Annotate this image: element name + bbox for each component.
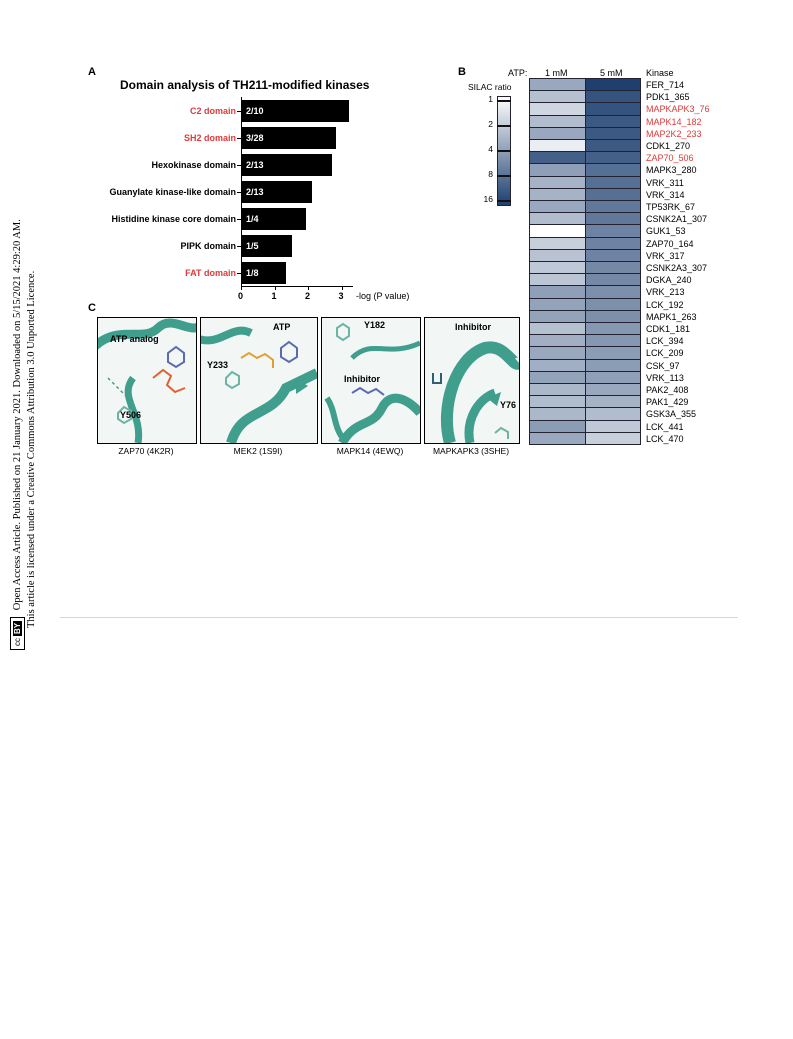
heatmap-cell-5mm-23 — [585, 360, 641, 372]
heatmap-cell-1mm-5 — [530, 140, 585, 152]
heatmap-cell-5mm-9 — [585, 189, 641, 201]
bar-label-4: Histidine kinase core domain — [111, 214, 236, 224]
bar-label-2: Hexokinase domain — [151, 160, 236, 170]
side-line-1: Open Access Article. Published on 21 January 2021. Downloaded on 5/15/2021 4:29:20 AM. — [12, 219, 23, 611]
heatmap-cell-1mm-12 — [530, 225, 585, 237]
heatmap-cell-5mm-11 — [585, 213, 641, 225]
kinase-label-22: LCK_209 — [646, 348, 684, 359]
bar-5: 1/5 — [242, 235, 292, 257]
heatmap-cell-5mm-28 — [585, 421, 641, 433]
kinase-label-13: ZAP70_164 — [646, 238, 694, 249]
heatmap-cell-1mm-15 — [530, 262, 585, 274]
heatmap-cell-5mm-5 — [585, 140, 641, 152]
heatmap-cell-1mm-9 — [530, 189, 585, 201]
heatmap-cell-1mm-18 — [530, 299, 585, 311]
caption-mapkapk3: MAPKAPK3 (3SHE) — [432, 446, 510, 456]
bar-2: 2/13 — [242, 154, 332, 176]
kinase-label-6: ZAP70_506 — [646, 153, 694, 164]
heatmap-cell-1mm-22 — [530, 347, 585, 359]
heatmap-cell-5mm-16 — [585, 274, 641, 286]
heatmap-cell-5mm-22 — [585, 347, 641, 359]
kinase-label-5: CDK1_270 — [646, 141, 691, 151]
heatmap-cell-1mm-11 — [530, 213, 585, 225]
label-atp-analog: ATP analog — [110, 334, 159, 344]
kinase-label-21: LCK_394 — [646, 336, 684, 347]
heatmap-cell-5mm-10 — [585, 201, 641, 213]
heatmap-cell-5mm-14 — [585, 250, 641, 262]
x-tick-label-1: 1 — [271, 291, 277, 301]
x-tick-label-2: 2 — [305, 291, 311, 301]
x-tick-mark-0 — [241, 286, 242, 290]
bar-label-1: SH2 domain — [183, 133, 236, 143]
structure-panel-mek2 — [200, 317, 318, 444]
heatmap-cell-5mm-27 — [585, 408, 641, 420]
legend-tick-mark-4 — [497, 200, 511, 202]
col-1mm: 1 mM — [545, 68, 568, 78]
page-divider — [60, 617, 738, 618]
heatmap-divider — [585, 79, 586, 445]
legend-tick-label-1: 2 — [488, 119, 493, 129]
heatmap-cell-1mm-16 — [530, 274, 585, 286]
heatmap-cell-5mm-25 — [585, 384, 641, 396]
heatmap-cell-1mm-7 — [530, 164, 585, 176]
bar-6: 1/8 — [242, 262, 286, 284]
kinase-label-15: CSNK2A3_307 — [646, 263, 708, 273]
kinase-label-19: MAPK1_263 — [646, 311, 697, 322]
heatmap-cell-1mm-3 — [530, 116, 585, 128]
legend-tick-label-0: 1 — [488, 94, 493, 104]
heatmap-cell-5mm-29 — [585, 433, 641, 445]
legend-tick-mark-1 — [497, 125, 511, 127]
heatmap-cell-5mm-8 — [585, 177, 641, 189]
structure-panel-mapk14 — [321, 317, 421, 444]
heatmap-cell-1mm-17 — [530, 286, 585, 298]
kinase-label-12: GUK1_53 — [646, 226, 686, 237]
legend-tick-mark-0 — [497, 100, 511, 102]
heatmap-cell-5mm-4 — [585, 128, 641, 140]
heatmap-cell-1mm-23 — [530, 360, 585, 372]
kinase-label-8: VRK_311 — [646, 177, 684, 188]
heatmap-cell-1mm-29 — [530, 433, 585, 445]
kinase-label-0: FER_714 — [646, 80, 685, 90]
heatmap-cell-5mm-1 — [585, 91, 641, 103]
heatmap-cell-5mm-20 — [585, 323, 641, 335]
panel-a-letter: A — [88, 66, 96, 78]
heatmap-cell-1mm-24 — [530, 372, 585, 384]
caption-zap70: ZAP70 (4K2R) — [118, 446, 174, 456]
heatmap-cell-5mm-7 — [585, 164, 641, 176]
heatmap-cell-1mm-26 — [530, 396, 585, 408]
structure-panel-zap70 — [97, 317, 197, 444]
label-y182: Y182 — [364, 320, 386, 330]
legend-tick-mark-2 — [497, 150, 511, 152]
heatmap-cell-1mm-1 — [530, 91, 585, 103]
domain-bar-chart — [0, 0, 400, 310]
heatmap-cell-5mm-26 — [585, 396, 641, 408]
atp-header: ATP: — [508, 68, 528, 78]
heatmap-cell-1mm-25 — [530, 384, 585, 396]
bar-0: 2/10 — [242, 100, 349, 122]
legend-tick-label-3: 8 — [488, 169, 493, 179]
heatmap-cell-5mm-15 — [585, 262, 641, 274]
legend-tick-label-4: 16 — [483, 194, 493, 204]
heatmap-cell-1mm-20 — [530, 323, 585, 335]
kinase-label-26: PAK1_429 — [646, 397, 689, 408]
kinase-label-23: CSK_97 — [646, 360, 680, 371]
panel-a-title: Domain analysis of TH211-modified kinases — [120, 78, 370, 92]
kinase-label-10: TP53RK_67 — [646, 202, 696, 212]
bar-1: 3/28 — [242, 127, 336, 149]
bar-3: 2/13 — [242, 181, 312, 203]
kinase-label-24: VRK_113 — [646, 372, 684, 383]
heatmap-cell-5mm-12 — [585, 225, 641, 237]
caption-mek2: MEK2 (1S9I) — [233, 446, 283, 456]
heatmap-cell-1mm-2 — [530, 103, 585, 115]
kinase-label-11: CSNK2A1_307 — [646, 214, 708, 225]
kinase-label-17: VRK_213 — [646, 287, 685, 298]
kinase-label-28: LCK_441 — [646, 421, 684, 432]
kinase-header: Kinase — [646, 68, 674, 78]
heatmap-cell-5mm-3 — [585, 116, 641, 128]
label-y76: Y76 — [500, 400, 517, 410]
x-tick-label-3: 3 — [338, 291, 344, 301]
kinase-label-7: MAPK3_280 — [646, 165, 697, 176]
heatmap-cell-1mm-8 — [530, 177, 585, 189]
kinase-label-27: GSK3A_355 — [646, 409, 697, 420]
bar-label-0: C2 domain — [189, 106, 236, 116]
cc-by-badge[interactable]: ccBY — [10, 617, 25, 650]
kinase-label-1: PDK1_365 — [646, 92, 690, 103]
side-line-2: This article is licensed under a Creative Commons Attribution 3.0 Unported Licence. — [26, 270, 37, 628]
heatmap-cell-5mm-0 — [585, 79, 641, 91]
kinase-label-14: VRK_317 — [646, 250, 685, 261]
heatmap-cell-5mm-19 — [585, 311, 641, 323]
heatmap-cell-5mm-24 — [585, 372, 641, 384]
panel-b-letter: B — [458, 66, 466, 78]
kinase-label-25: PAK2_408 — [646, 385, 689, 395]
side-license-text — [10, 219, 38, 650]
x-tick-mark-1 — [275, 286, 276, 290]
heatmap-cell-1mm-13 — [530, 238, 585, 250]
heatmap-cell-5mm-6 — [585, 152, 641, 164]
label-inhibitor-mapkapk3: Inhibitor — [455, 322, 491, 332]
heatmap-cell-5mm-2 — [585, 103, 641, 115]
kinase-label-18: LCK_192 — [646, 299, 684, 310]
bar-label-6: FAT domain — [185, 268, 236, 278]
x-tick-label-0: 0 — [238, 291, 244, 301]
heatmap-cell-1mm-28 — [530, 421, 585, 433]
heatmap-cell-1mm-4 — [530, 128, 585, 140]
kinase-label-2: MAPKAPK3_76 — [646, 104, 710, 115]
kinase-label-9: VRK_314 — [646, 189, 685, 200]
panel-c-letter: C — [88, 302, 96, 314]
heatmap-cell-5mm-21 — [585, 335, 641, 347]
kinase-label-29: LCK_470 — [646, 433, 684, 444]
x-axis-label: -log (P value) — [356, 291, 410, 301]
heatmap-cell-1mm-14 — [530, 250, 585, 262]
kinase-label-4: MAP2K2_233 — [646, 128, 702, 139]
structure-panel-mapkapk3 — [424, 317, 520, 444]
silac-legend-title: SILAC ratio — [468, 82, 512, 92]
label-atp: ATP — [273, 322, 291, 332]
label-inhibitor-mapk14: Inhibitor — [344, 374, 380, 384]
x-tick-mark-2 — [308, 286, 309, 290]
legend-tick-mark-3 — [497, 175, 511, 177]
x-axis-line — [241, 286, 353, 287]
legend-tick-label-2: 4 — [488, 144, 493, 154]
heatmap-cell-1mm-0 — [530, 79, 585, 91]
kinase-label-20: CDK1_181 — [646, 324, 691, 334]
heatmap-cell-1mm-19 — [530, 311, 585, 323]
caption-mapk14: MAPK14 (4EWQ) — [336, 446, 404, 456]
bar-label-3: Guanylate kinase-like domain — [109, 187, 236, 197]
heatmap-cell-5mm-17 — [585, 286, 641, 298]
y-axis-line — [241, 97, 242, 286]
kinase-label-16: DGKA_240 — [646, 275, 692, 286]
heatmap-cell-1mm-21 — [530, 335, 585, 347]
col-5mm: 5 mM — [600, 68, 623, 78]
heatmap-cell-5mm-13 — [585, 238, 641, 250]
heatmap-cell-1mm-10 — [530, 201, 585, 213]
label-y233: Y233 — [207, 360, 229, 370]
bar-4: 1/4 — [242, 208, 306, 230]
heatmap-cell-1mm-6 — [530, 152, 585, 164]
heatmap-cell-5mm-18 — [585, 299, 641, 311]
label-y506: Y506 — [120, 410, 142, 420]
bar-label-5: PIPK domain — [180, 241, 236, 251]
heatmap-cell-1mm-27 — [530, 408, 585, 420]
x-tick-mark-3 — [342, 286, 343, 290]
kinase-label-3: MAPK14_182 — [646, 116, 702, 127]
